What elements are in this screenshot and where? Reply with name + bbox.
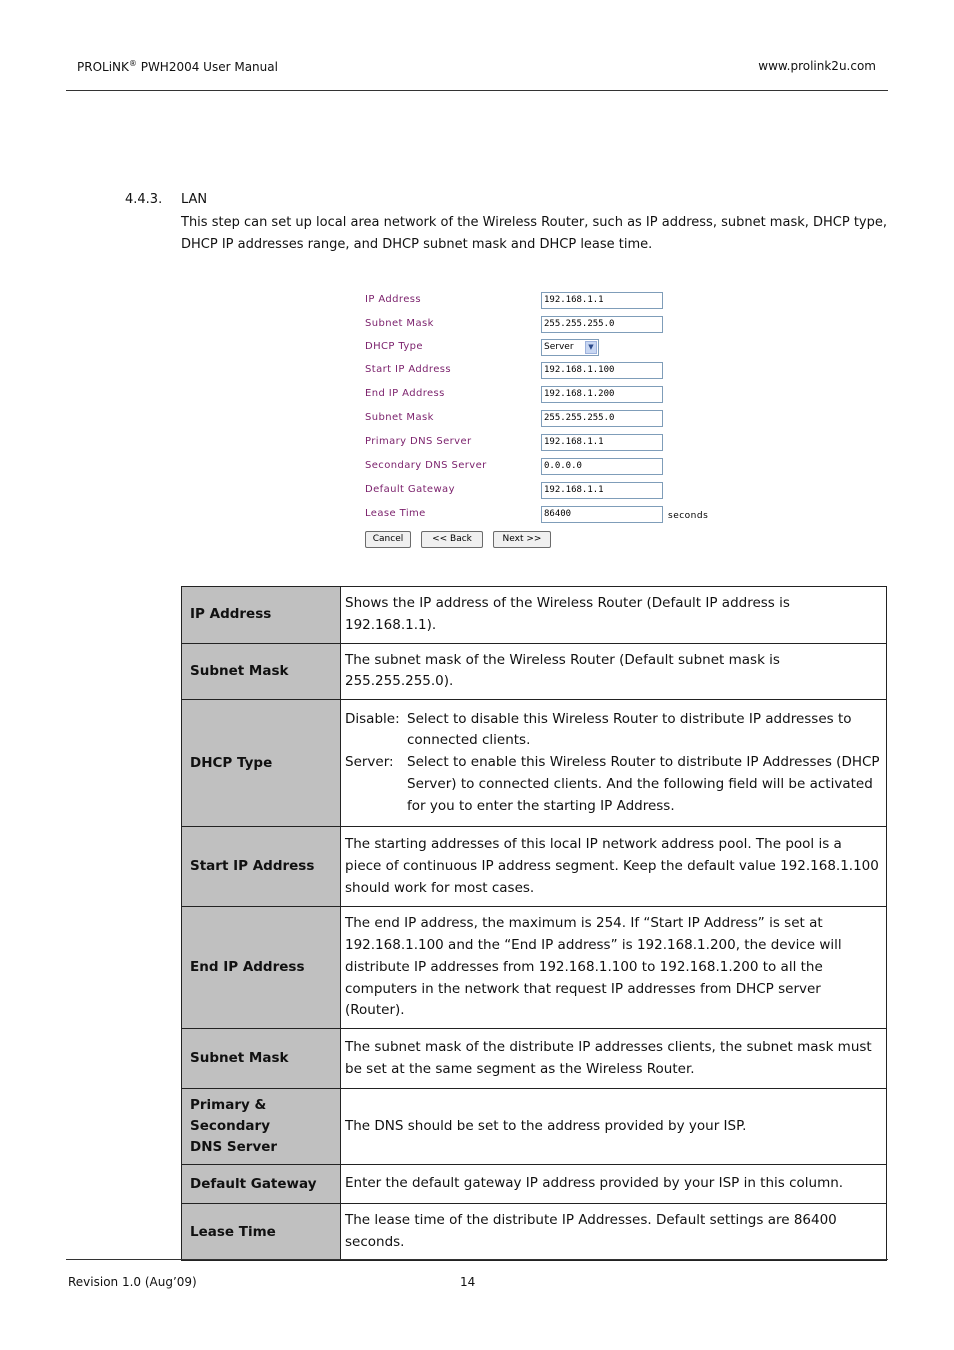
table-desc: The DNS should be set to the address provided by your ISP.	[341, 1089, 887, 1165]
table-key: End IP Address	[182, 907, 341, 1029]
form-row-start-ip	[360, 362, 720, 380]
form-label: DHCP Type	[365, 341, 423, 352]
form-row-primary-dns	[360, 434, 720, 452]
table-row	[182, 907, 887, 1029]
next-button[interactable]: Next >>	[493, 531, 551, 548]
table-key: Subnet Mask	[182, 643, 341, 700]
section-number: 4.4.3.	[125, 192, 163, 207]
lan-settings-form	[360, 288, 720, 553]
brand-name: PROLiNK	[77, 60, 129, 74]
end-ip-input[interactable]: 192.168.1.200	[541, 386, 663, 403]
dhcp-type-selected: Server	[544, 342, 574, 352]
dhcp-server-label: Server:	[345, 754, 394, 771]
dhcp-type-select[interactable]	[541, 339, 599, 356]
form-row-default-gateway	[360, 482, 720, 500]
header-divider	[66, 90, 888, 91]
header-website: www.prolink2u.com	[758, 59, 876, 73]
table-key	[182, 1089, 341, 1165]
form-label: Lease Time	[365, 508, 426, 519]
form-row-subnet-mask	[360, 316, 720, 334]
table-desc: The lease time of the distribute IP Addresses. Default settings are 86400 seconds.	[341, 1204, 887, 1261]
dns-key-line: DNS Server	[190, 1139, 278, 1156]
table-desc	[341, 700, 887, 827]
dhcp-server-desc: Select to enable this Wireless Router to distribute IP Addresses (DHCP Server) to connected clients. And the following field will be activated for you to enter the starting IP Address.	[407, 754, 880, 814]
form-label: Start IP Address	[365, 364, 451, 375]
dhcp-server-item	[345, 752, 882, 817]
dhcp-subnet-mask-input[interactable]: 255.255.255.0	[541, 410, 663, 427]
dhcp-disable-desc: Select to disable this Wireless Router to distribute IP addresses to connected clients.	[407, 710, 852, 749]
table-key: Subnet Mask	[182, 1029, 341, 1089]
form-row-lease-time	[360, 506, 720, 524]
primary-dns-input[interactable]: 192.168.1.1	[541, 434, 663, 451]
lan-settings-description-table	[181, 586, 887, 1261]
table-desc: The subnet mask of the Wireless Router (Default subnet mask is 255.255.255.0).	[341, 643, 887, 700]
cancel-button[interactable]: Cancel	[365, 531, 411, 548]
table-row	[182, 1165, 887, 1204]
section-title: LAN	[181, 192, 208, 207]
dhcp-disable-item	[345, 709, 882, 753]
footer-divider	[66, 1259, 888, 1260]
table-row	[182, 587, 887, 644]
form-label: IP Address	[365, 294, 421, 305]
table-row	[182, 1204, 887, 1261]
table-key: Start IP Address	[182, 827, 341, 907]
start-ip-input[interactable]: 192.168.1.100	[541, 362, 663, 379]
table-row	[182, 827, 887, 907]
lease-time-unit: seconds	[668, 511, 709, 521]
form-label: Subnet Mask	[365, 318, 434, 329]
table-desc: Shows the IP address of the Wireless Router (Default IP address is 192.168.1.1).	[341, 587, 887, 644]
table-key: IP Address	[182, 587, 341, 644]
lease-time-input[interactable]: 86400	[541, 506, 663, 523]
form-row-ip-address	[360, 292, 720, 310]
table-key: DHCP Type	[182, 700, 341, 827]
manual-name: PWH2004 User Manual	[136, 60, 278, 74]
table-desc: The subnet mask of the distribute IP addresses clients, the subnet mask must be set at the same segment as the Wireless Router.	[341, 1029, 887, 1089]
header-manual-title	[77, 59, 278, 74]
form-label: Default Gateway	[365, 484, 455, 495]
table-row	[182, 643, 887, 700]
form-row-dhcp-subnet-mask	[360, 410, 720, 428]
chevron-down-icon[interactable]: ▼	[585, 341, 597, 354]
table-row	[182, 700, 887, 827]
form-label: Subnet Mask	[365, 412, 434, 423]
table-row	[182, 1089, 887, 1165]
table-row	[182, 1029, 887, 1089]
form-row-secondary-dns	[360, 458, 720, 476]
subnet-mask-input[interactable]: 255.255.255.0	[541, 316, 663, 333]
form-label: Primary DNS Server	[365, 436, 472, 447]
table-key: Default Gateway	[182, 1165, 341, 1204]
table-desc: The end IP address, the maximum is 254. If “Start IP Address” is set at 192.168.1.100 and the “End IP address” is 192.168.1.200, the device will distribute IP addresses from 192.168.1.100 to 192.168.1.200 to all the computers in the network that request IP addresses from DHCP server (Router).	[341, 907, 887, 1029]
dns-key-line: Primary &	[190, 1097, 267, 1114]
section-body: This step can set up local area network of the Wireless Router, such as IP address, subnet mask, DHCP type, DHCP IP addresses range, and DHCP subnet mask and DHCP lease time.	[181, 215, 888, 252]
dns-key-line: Secondary	[190, 1118, 270, 1135]
form-label: End IP Address	[365, 388, 445, 399]
secondary-dns-input[interactable]: 0.0.0.0	[541, 458, 663, 475]
back-button[interactable]: << Back	[421, 531, 483, 548]
form-row-dhcp-type	[360, 339, 720, 357]
registered-mark: ®	[128, 59, 137, 68]
dhcp-disable-label: Disable:	[345, 710, 400, 727]
page-number: 14	[460, 1275, 476, 1289]
table-key: Lease Time	[182, 1204, 341, 1261]
form-row-end-ip	[360, 386, 720, 404]
form-label: Secondary DNS Server	[365, 460, 487, 471]
default-gateway-input[interactable]: 192.168.1.1	[541, 482, 663, 499]
table-desc: Enter the default gateway IP address provided by your ISP in this column.	[341, 1165, 887, 1204]
footer-revision: Revision 1.0 (Aug’09)	[68, 1275, 197, 1289]
ip-address-input[interactable]: 192.168.1.1	[541, 292, 663, 309]
table-desc: The starting addresses of this local IP network address pool. The pool is a piece of continuous IP address segment. Keep the default value 192.168.1.100 should work for most cases.	[341, 827, 887, 907]
